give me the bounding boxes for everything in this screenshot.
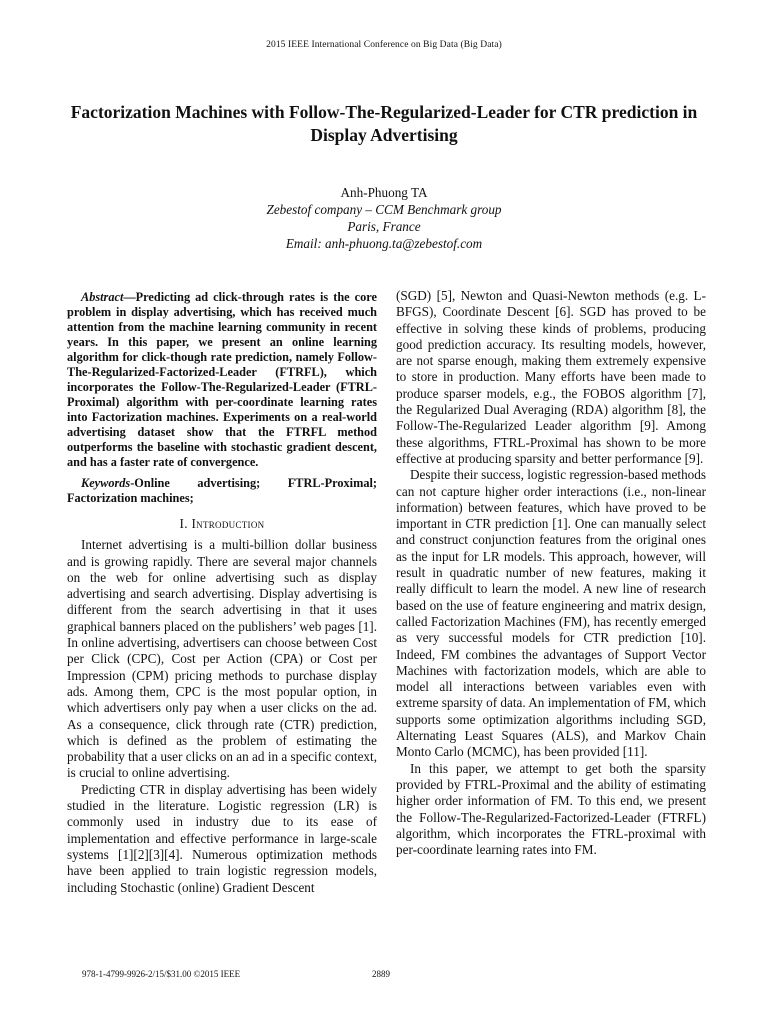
body-paragraph: Predicting CTR in display advertising has been widely studied in the literature. Logistic regression (LR) is commonly used in industry due to its ease of implementation and effective performance in large-scale systems [1][2][3][4]. Numerous optimization methods have been applied to train logistic regression models, including Stochastic (online) Gradient Descent — [67, 781, 377, 895]
author-block — [0, 184, 768, 252]
abstract-text: —Predicting ad click-through rates is the core problem in display advertising, which has received much attention from the machine learning community in recent years. In this paper, we present an online learning algorithm for click-though rate prediction, namely Follow-The-Regularized-Factorized-Leader (FTRFL), which incorporates the Follow-The-Regularized-Leader (FTRL-Proximal) algorithm with per-coordinate learning rates into Factorization machines. Experiments on a real-world advertising dataset show that the FTRFL method outperforms the baseline with stochastic gradient descent, and has a faster rate of convergence. — [67, 290, 377, 469]
body-paragraph-continued: (SGD) [5], Newton and Quasi-Newton methods (e.g. L-BFGS), Coordinate Descent [6]. SGD has proved to be effective in solving these kinds of problems, producing good prediction accuracy. Its resulting models, however, are not sparse enough, making them extremely expensive to store in production. Many efforts have been made to produce sparser models, e.g., the FOBOS algorithm [7], the Regularized Dual Averaging (RDA) algorithm [8], the Follow-The-Regularized Leader algorithm [9]. Among these algorithms, FTRL-Proximal has shown to be more effective at producing sparsity and better performance [9]. — [396, 288, 706, 466]
author-email: Email: anh-phuong.ta@zebestof.com — [285, 236, 483, 251]
keywords-label: Keywords — [81, 476, 131, 490]
section-title: Introduction — [191, 516, 265, 531]
author-affiliation: Zebestof company – CCM Benchmark group — [266, 202, 502, 217]
section-heading-introduction — [67, 516, 377, 532]
keywords-text: -Online advertising; FTRL-Proximal; Factorization machines; — [67, 476, 377, 505]
running-head: 2015 IEEE International Conference on Big Data (Big Data) — [266, 40, 502, 50]
body-paragraph: In this paper, we attempt to get both the sparsity provided by FTRL-Proximal and the ability of estimating higher order information of FM. To this end, we present the Follow-The-Regularized-Factorized-Leader (FTRFL) algorithm, which incorporates the FTRL-proximal with per-coordinate learning rates into FM. — [396, 760, 706, 858]
abstract-label: Abstract — [81, 290, 124, 304]
body-paragraph: Internet advertising is a multi-billion dollar business and is growing rapidly. There are several major channels on the web for online advertising such as display advertising and search advertising. Display advertising is different from the search advertising in that it uses graphical banners placed on the publishers’ web pages [1]. In online advertising, advertisers can choose between Cost per Click (CPC), Cost per Action (CPA) or Cost per Impression (CPM) pricing methods to purchase display ads. Among them, CPC is the most popular option, in which advertisers only pay when a user clicks on the ad. As a consequence, click through rate (CTR) prediction, which is defined as the problem of estimating the probability that a user clicks on an ad in a specific context, is crucial to online advertising. — [67, 537, 377, 781]
copyright-line: 978-1-4799-9926-2/15/$31.00 ©2015 IEEE — [82, 969, 241, 979]
body-paragraph: Despite their success, logistic regression-based methods can not capture higher order interactions (i.e., non-linear information) between features, which have proved to be important in CTR prediction [1]. One can manually select and construct conjunction features from the original ones as the input for LR models. This approach, however, will result in quadratic number of new features, making it really difficult to learn the model. A new line of research based on the use of feature engineering and matrix design, called Factorization Machines (FM), has recently emerged as very successful models for CTR prediction [10]. Indeed, FM combines the advantages of Support Vector Machines with factorization models, which are able to model all interactions between variables even with extreme sparsity of data. An implementation of FM, which supports some optimization algorithms including SGD, Alternating Least Squares (ALS), and Markov Chain Monto Carlo (MCMC), has been provided [11]. — [396, 467, 706, 760]
author-location: Paris, France — [347, 219, 421, 234]
paper-title: Factorization Machines with Follow-The-Regularized-Leader for CTR prediction in Display Advertising — [70, 102, 698, 145]
abstract — [67, 290, 377, 470]
page-number: 2889 — [372, 969, 390, 979]
right-column — [396, 288, 706, 858]
keywords — [67, 476, 377, 506]
left-column — [67, 290, 377, 896]
author-name: Anh-Phuong TA — [340, 185, 428, 200]
section-number: I. — [179, 516, 188, 531]
